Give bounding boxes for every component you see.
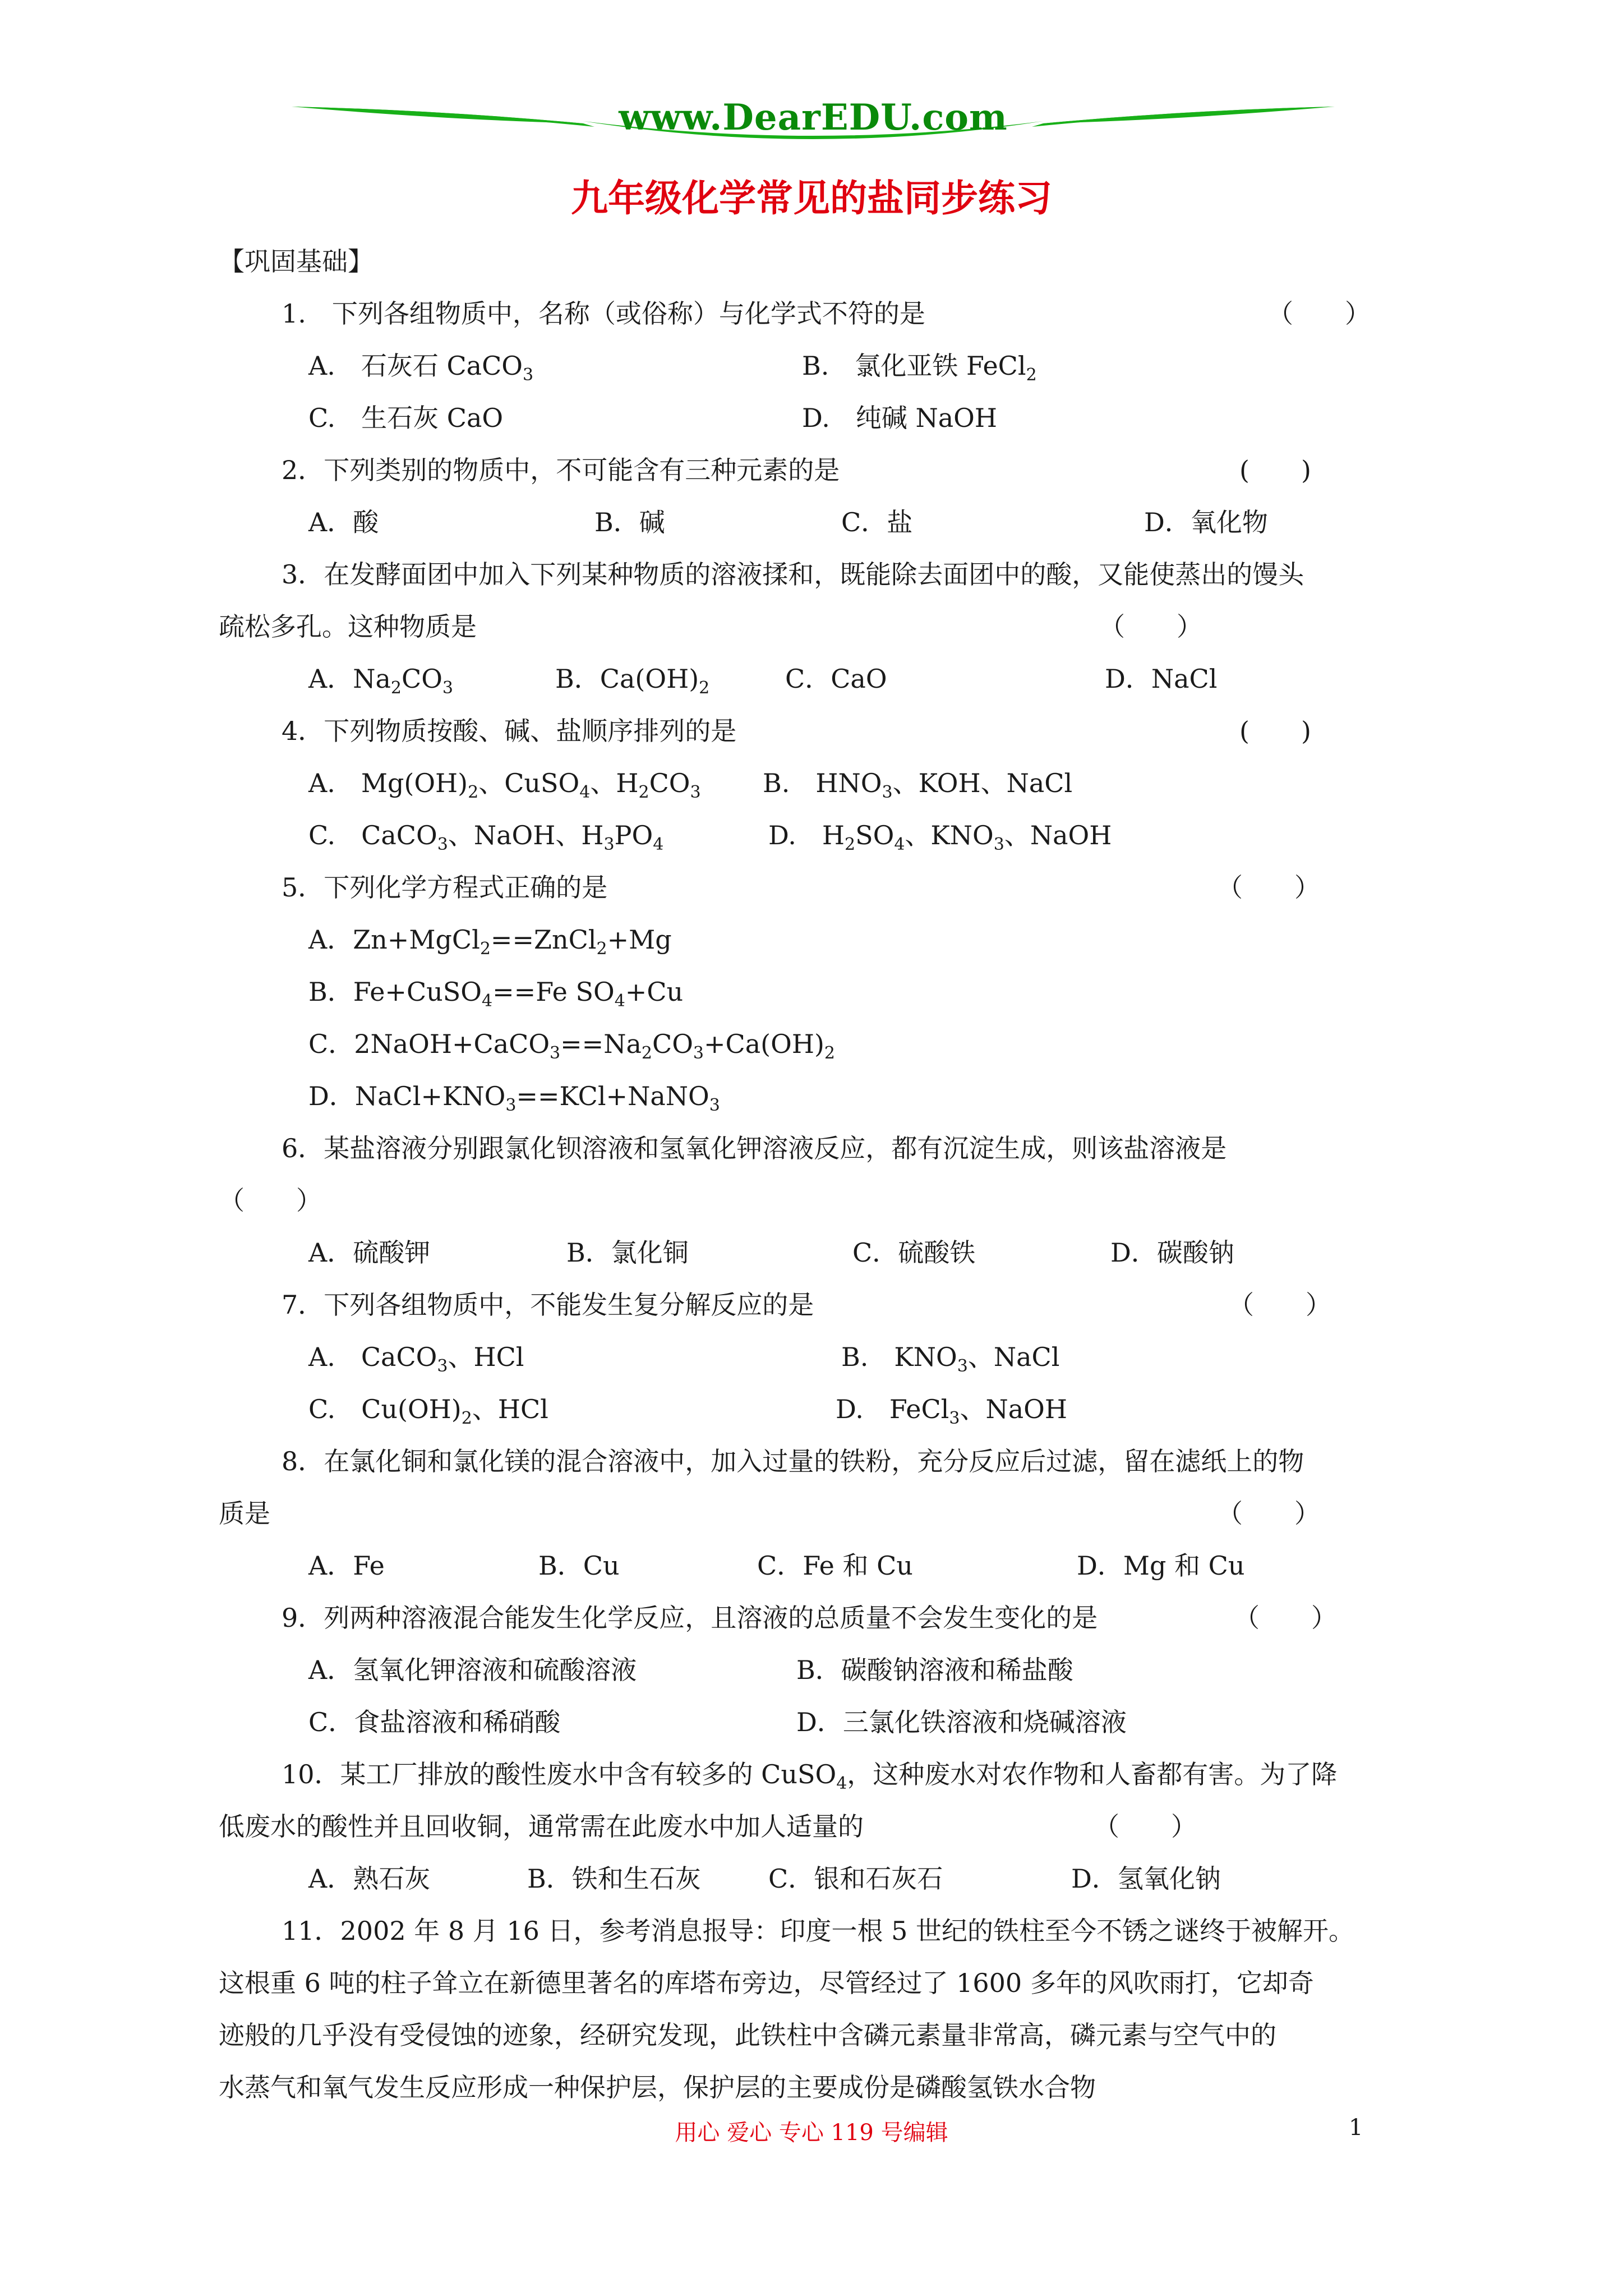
question-10-cont [219,1801,1419,1853]
question-6-options [219,1227,1419,1279]
question-5-option-d [219,1070,1419,1122]
option-a: A．Zn+MgCl$_2$==ZnCl$_2$+Mg [308,924,672,959]
option-a: A．Fe [308,1550,385,1581]
option-d: D．氢氧化钠 [1071,1864,1221,1894]
option-d: D．氧化物 [1144,507,1268,537]
question-4-options-cd [219,809,1419,862]
question-10-stem-cont: 低废水的酸性并且回收铜，通常需在此废水中加人适量的 [219,1811,864,1842]
question-11-line-3: 迹般的几乎没有受侵蚀的迹象，经研究发现，此铁柱中含磷元素量非常高，磷元素与空气中的 [219,2020,1276,2050]
option-b: B．氯化铜 [566,1237,689,1268]
option-a: A．硫酸钾 [308,1237,431,1268]
question-5-option-a [219,914,1419,966]
option-c: C. $Cu(OH)_2$、HCl [308,1394,548,1428]
question-5 [219,862,1419,914]
option-d: D. FeCl$_3$、NaOH [836,1394,1068,1428]
option-d: D．$NaCl+KNO_3==KCl+NaNO_3$ [308,1081,720,1115]
option-c: C．食盐溶液和稀硝酸 [308,1707,561,1737]
question-5-option-b [219,966,1419,1018]
option-d: D．NaCl [1105,664,1218,694]
option-d: D. 纯碱 NaOH [802,403,997,433]
question-7-options-ab [219,1331,1419,1383]
question-1 [219,288,1419,340]
question-4-options-ab [219,757,1419,809]
option-b: B．铁和生石灰 [527,1864,701,1894]
question-3: 3．在发酵面团中加入下列某种物质的溶液揉和，既能除去面团中的酸，又能使蒸出的馒头 [282,559,1304,590]
question-2-options [219,496,1419,549]
answer-paren: （ ） [1094,1811,1197,1842]
question-10: 10．某工厂排放的酸性废水中含有较多的 CuSO$_4$，这种废水对农作物和人畜都有害。为了降 [282,1759,1338,1793]
answer-paren: （ ） [1217,1498,1320,1529]
footer-text: 用心 爱心 专心 119 号编辑 [675,2120,948,2146]
option-b: B. 氯化亚铁 FeCl$_2$ [802,351,1037,385]
answer-paren: （ ） [1228,1290,1331,1320]
answer-paren: （ ） [219,1185,322,1216]
question-9 [219,1592,1419,1644]
question-1-stem: 1. 下列各组物质中，名称（或俗称）与化学式不符的是 [282,298,925,329]
option-b: B. $KNO_3$、NaCl [841,1342,1060,1376]
option-a: A．酸 [308,507,379,537]
option-b: B．$Ca(OH)_2$ [555,664,710,698]
question-3-options [219,653,1419,705]
answer-paren: ( ) [1239,716,1311,746]
question-8-cont [219,1488,1419,1540]
question-3-cont [219,601,1419,653]
option-b: B．Fe+CuSO$_4$==Fe $SO_4+Cu$ [308,977,684,1011]
option-b: B. $HNO_3$、KOH、NaCl [763,768,1073,802]
question-9-stem: 9．列两种溶液混合能发生化学反应，且溶液的总质量不会发生变化的是 [282,1603,1098,1633]
question-7 [219,1279,1419,1331]
option-c: C．盐 [841,507,913,537]
question-1-options-cd [219,392,1419,444]
question-8-stem-cont: 质是 [219,1498,270,1529]
question-4 [219,705,1419,757]
site-url: www.DearEDU.com [619,96,1008,139]
question-7-options-cd [219,1383,1419,1435]
option-b: B．碱 [594,507,665,537]
option-d: D．碳酸钠 [1110,1237,1234,1268]
option-d: D．三氯化铁溶液和烧碱溶液 [796,1707,1127,1737]
question-8-options [219,1540,1419,1592]
answer-paren: （ ） [1099,611,1202,642]
option-a: A．$Na_2CO_3$ [308,664,454,698]
question-8: 8．在氯化铜和氯化镁的混合溶液中，加入过量的铁粉，充分反应后过滤，留在滤纸上的物 [282,1446,1304,1476]
option-c: C．Fe 和 Cu [757,1550,913,1581]
question-10-options [219,1853,1419,1905]
answer-paren: （ ） [1267,298,1371,329]
option-b: B．Cu [538,1550,620,1581]
question-11-line-2: 这根重 6 吨的柱子耸立在新德里著名的库塔布旁边，尽管经过了 1600 多年的风吹雨打，它却奇 [219,1968,1314,1998]
exercise-content [219,236,1419,2114]
answer-paren: ( ) [1239,455,1311,485]
section-heading: 【巩固基础】 [219,246,374,277]
question-9-options-cd [219,1696,1419,1749]
option-a: A．氢氧化钾溶液和硫酸溶液 [308,1655,637,1685]
answer-paren: （ ） [1217,872,1320,903]
question-9-options-ab [219,1644,1419,1696]
question-11-line-4: 水蒸气和氧气发生反应形成一种保护层，保护层的主要成份是磷酸氢铁水合物 [219,2072,1096,2102]
option-c: C．银和石灰石 [768,1864,943,1894]
page-number: 1 [1349,2115,1363,2141]
question-5-stem: 5．下列化学方程式正确的是 [282,872,608,903]
option-c: C. 生石灰 CaO [308,403,504,433]
question-1-options-ab [219,340,1419,392]
question-2 [219,444,1419,496]
option-d: D. $H_2SO_4$、$KNO_3$、NaOH [768,820,1112,854]
site-banner [292,94,1335,156]
option-c: C. CaCO$_3$、NaOH、$H_3PO_4$ [308,820,664,854]
question-6: 6．某盐溶液分别跟氯化钡溶液和氢氧化钾溶液反应，都有沉淀生成，则该盐溶液是 [282,1133,1227,1163]
option-d: D．Mg 和 Cu [1077,1550,1245,1581]
question-11-line-1: 11．2002 年 8 月 16 日，参考消息报导：印度一根 5 世纪的铁柱至今不锈之谜终于被解开。 [282,1916,1355,1946]
option-c: C．$2NaOH+CaCO_3==Na_2CO_3+Ca(OH)_2$ [308,1029,835,1063]
option-b: B．碳酸钠溶液和稀盐酸 [796,1655,1073,1685]
option-a: A. CaCO$_3$、HCl [308,1342,524,1376]
question-2-stem: 2．下列类别的物质中，不可能含有三种元素的是 [282,455,840,485]
option-c: C．CaO [785,664,887,694]
question-4-stem: 4．下列物质按酸、碱、盐顺序排列的是 [282,716,737,746]
option-c: C．硫酸铁 [852,1237,976,1268]
option-a: A. $Mg(OH)_2$、CuSO$_4$、$H_2CO_3$ [308,768,701,802]
answer-paren: （ ） [1234,1603,1337,1633]
question-3-stem-cont: 疏松多孔。这种物质是 [219,611,477,642]
option-a: A. 石灰石 CaCO$_3$ [308,351,534,385]
question-5-option-c [219,1018,1419,1070]
option-a: A．熟石灰 [308,1864,431,1894]
question-7-stem: 7．下列各组物质中，不能发生复分解反应的是 [282,1290,814,1320]
page-title: 九年级化学常见的盐同步练习 [571,176,1052,220]
